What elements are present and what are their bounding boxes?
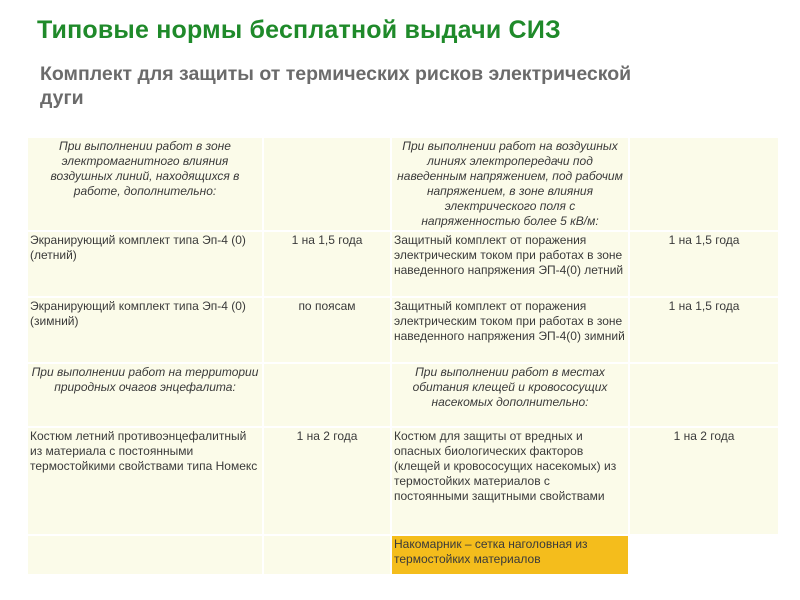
empty-cell [629,535,779,575]
page-subtitle: Комплект для защиты от термических рисков электрической дуги [40,63,632,109]
table-row [27,297,779,363]
issue-period: 1 на 2 года [263,427,391,535]
item-name: Защитный комплект от поражения электрическим током при работах в зоне наведенного напряжения ЭП-4(0) зимний [391,297,629,363]
section-header: При выполнении работ на воздушных линиях электропередачи под наведенным напряжением, под рабочим напряжением, в зоне влияния электрического поля с напряженностью более 5 кВ/м: [391,137,629,231]
item-name: Защитный комплект от поражения электрическим током при работах в зоне наведенного напряжения ЭП-4(0) летний [391,231,629,297]
empty-cell [629,363,779,427]
empty-cell [263,535,391,575]
section-header: При выполнении работ в местах обитания клещей и кровососущих насекомых дополнительно: [391,363,629,427]
issue-period: 1 на 1,5 года [629,297,779,363]
section-header: При выполнении работ в зоне электромагнитного влияния воздушных линий, находящихся в работе, дополнительно: [27,137,263,231]
page-title: Типовые нормы бесплатной выдачи СИЗ [37,16,561,44]
issue-period: 1 на 1,5 года [263,231,391,297]
issue-period: по поясам [263,297,391,363]
norms-table [26,136,780,576]
table-row [27,427,779,535]
highlighted-item-name: Накомарник – сетка наголовная из термостойких материалов [391,535,629,575]
empty-cell [263,137,391,231]
item-name: Экранирующий комплект типа Эп-4 (0) (зимний) [27,297,263,363]
issue-period: 1 на 2 года [629,427,779,535]
section-header: При выполнении работ на территории природных очагов энцефалита: [27,363,263,427]
empty-cell [263,363,391,427]
table-row [27,137,779,231]
item-name: Костюм летний противоэнцефалитный из материала с постоянными термостойкими свойствами типа Номекс [27,427,263,535]
table-row [27,231,779,297]
issue-period: 1 на 1,5 года [629,231,779,297]
table-row [27,535,779,575]
empty-cell [27,535,263,575]
empty-cell [629,137,779,231]
table-row [27,363,779,427]
item-name: Экранирующий комплект типа Эп-4 (0) (летний) [27,231,263,297]
item-name: Костюм для защиты от вредных и опасных биологических факторов (клещей и кровососущих насекомых) из термостойких материалов с постоянными защитными свойствами [391,427,629,535]
